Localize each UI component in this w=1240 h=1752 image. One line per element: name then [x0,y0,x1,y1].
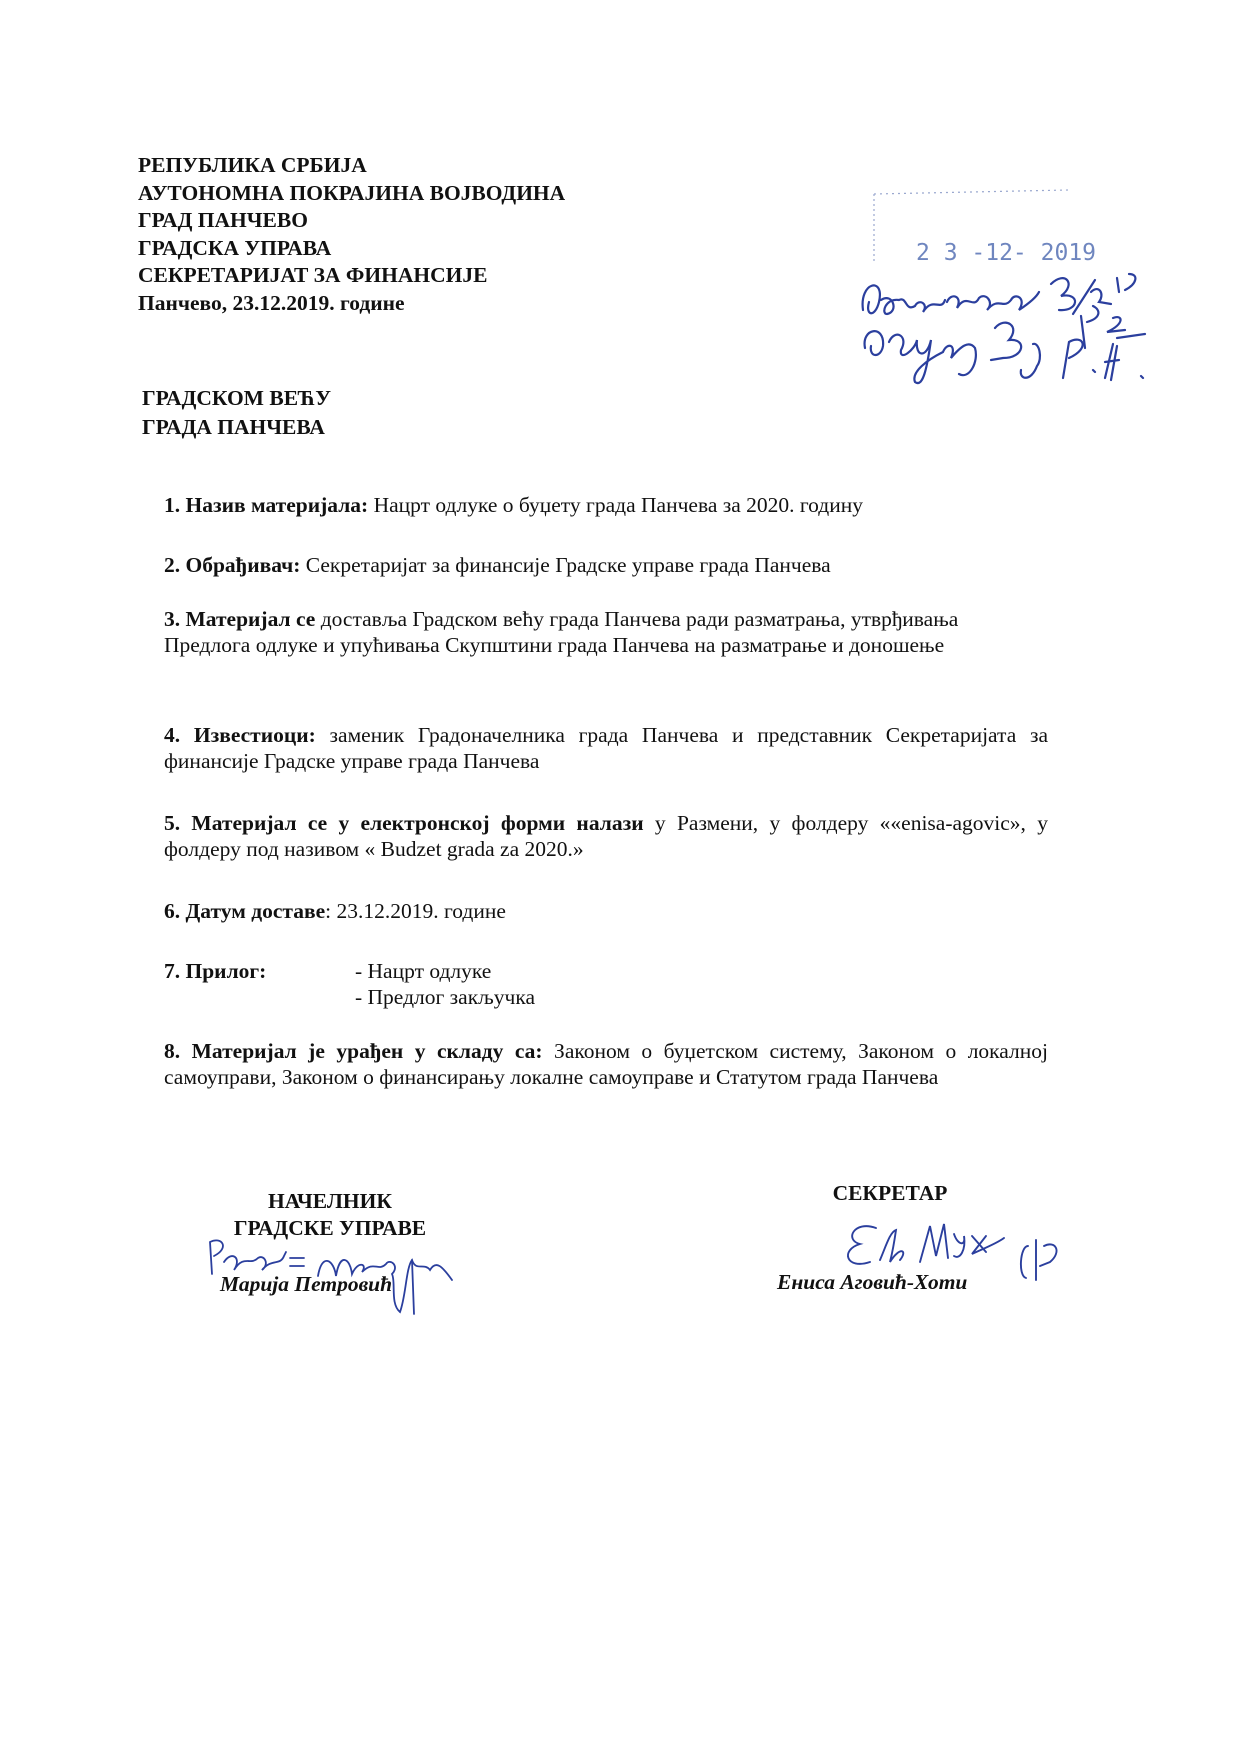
item-legal-basis [164,1038,1048,1090]
signature-title: СЕКРЕТАР [832,1181,948,1205]
signature-title: НАЧЕЛНИК [268,1189,392,1213]
item-attachments [164,958,1048,1010]
item-rapporteurs [164,722,1048,774]
header-line: АУТОНОМНА ПОКРАЈИНА ВОЈВОДИНА [138,180,566,205]
item-delivery-purpose [164,606,964,658]
header-line: СЕКРЕТАРИЈАТ ЗА ФИНАНСИЈЕ [138,263,488,287]
item-text: Законом о буџетском систему, Законом о локалној самоуправи, Законом о финансирању локалне самоуправе и Статутом града Панчева [164,1039,1048,1089]
item-label: 6. Датум доставе [164,899,326,923]
receipt-stamp [868,188,1097,268]
item-text: заменик Градоначелника града Панчева и представник Секретаријата за финансије Градске управе града Панчева [164,723,1048,773]
header-line: ГРАД ПАНЧЕВО [138,208,308,232]
recipient-line: ГРАДА ПАНЧЕВА [142,415,325,439]
stamp-date: 2 3 -12- 2019 [916,240,1097,266]
item-material-name [164,492,1048,518]
signature-block-head [200,1188,460,1242]
handwritten-delivery-note [855,262,1165,402]
item-text: у Размени, у фолдеру ««enisa-agovic», у фолдеру под називом « Budzet grada za 2020.» [164,811,1048,861]
handwritten-signature-head [200,1236,490,1316]
header-line: ГРАДСКА УПРАВА [138,235,332,260]
header-line: РЕПУБЛИКА СРБИЈА [138,153,367,177]
item-label: 2. Обрађивач: [164,553,301,577]
item-text: доставља Градском већу града Панчева ради разматрања, утврђивања Предлога одлуке и упућивања Скупштини града Панчева на разматрање и доношење [164,607,959,657]
signature-title: ГРАДСКЕ УПРАВЕ [233,1216,427,1240]
attachment-item: - Предлог закључка [355,985,536,1009]
attachment-list [352,958,535,1010]
item-label: 1. Назив материјала: [164,493,369,517]
item-electronic-location [164,810,1048,862]
recipient-block [142,384,331,442]
header-date-line: Панчево, 23.12.2019. године [138,290,405,315]
signature-name-head: Марија Петровић [220,1272,393,1296]
item-label: 5. Материјал се у електронској форми налази [164,811,644,835]
signature-block-secretary [800,1180,980,1207]
handwritten-signature-secretary [840,1216,1080,1306]
recipient-line: ГРАДСКОМ ВЕЋУ [142,386,332,410]
stamp-frame [868,188,1097,268]
item-label: 3. Материјал се [164,607,316,631]
item-delivery-date [164,898,1048,924]
item-text: : 23.12.2019. године [325,899,506,923]
item-text: Нацрт одлуке о буџету града Панчева за 2020. годину [368,493,864,517]
signature-name-secretary: Ениса Аговић-Хоти [777,1270,968,1294]
item-label: 7. Прилог: [164,959,267,983]
item-label: 8. Материјал је урађен у складу са: [164,1039,543,1063]
issuer-header [138,152,565,317]
item-label: 4. Известиоци: [164,723,316,747]
attachment-item: - Нацрт одлуке [355,959,492,983]
item-author [164,552,1048,578]
item-text: Секретаријат за финансије Градске управе града Панчева [300,553,831,577]
